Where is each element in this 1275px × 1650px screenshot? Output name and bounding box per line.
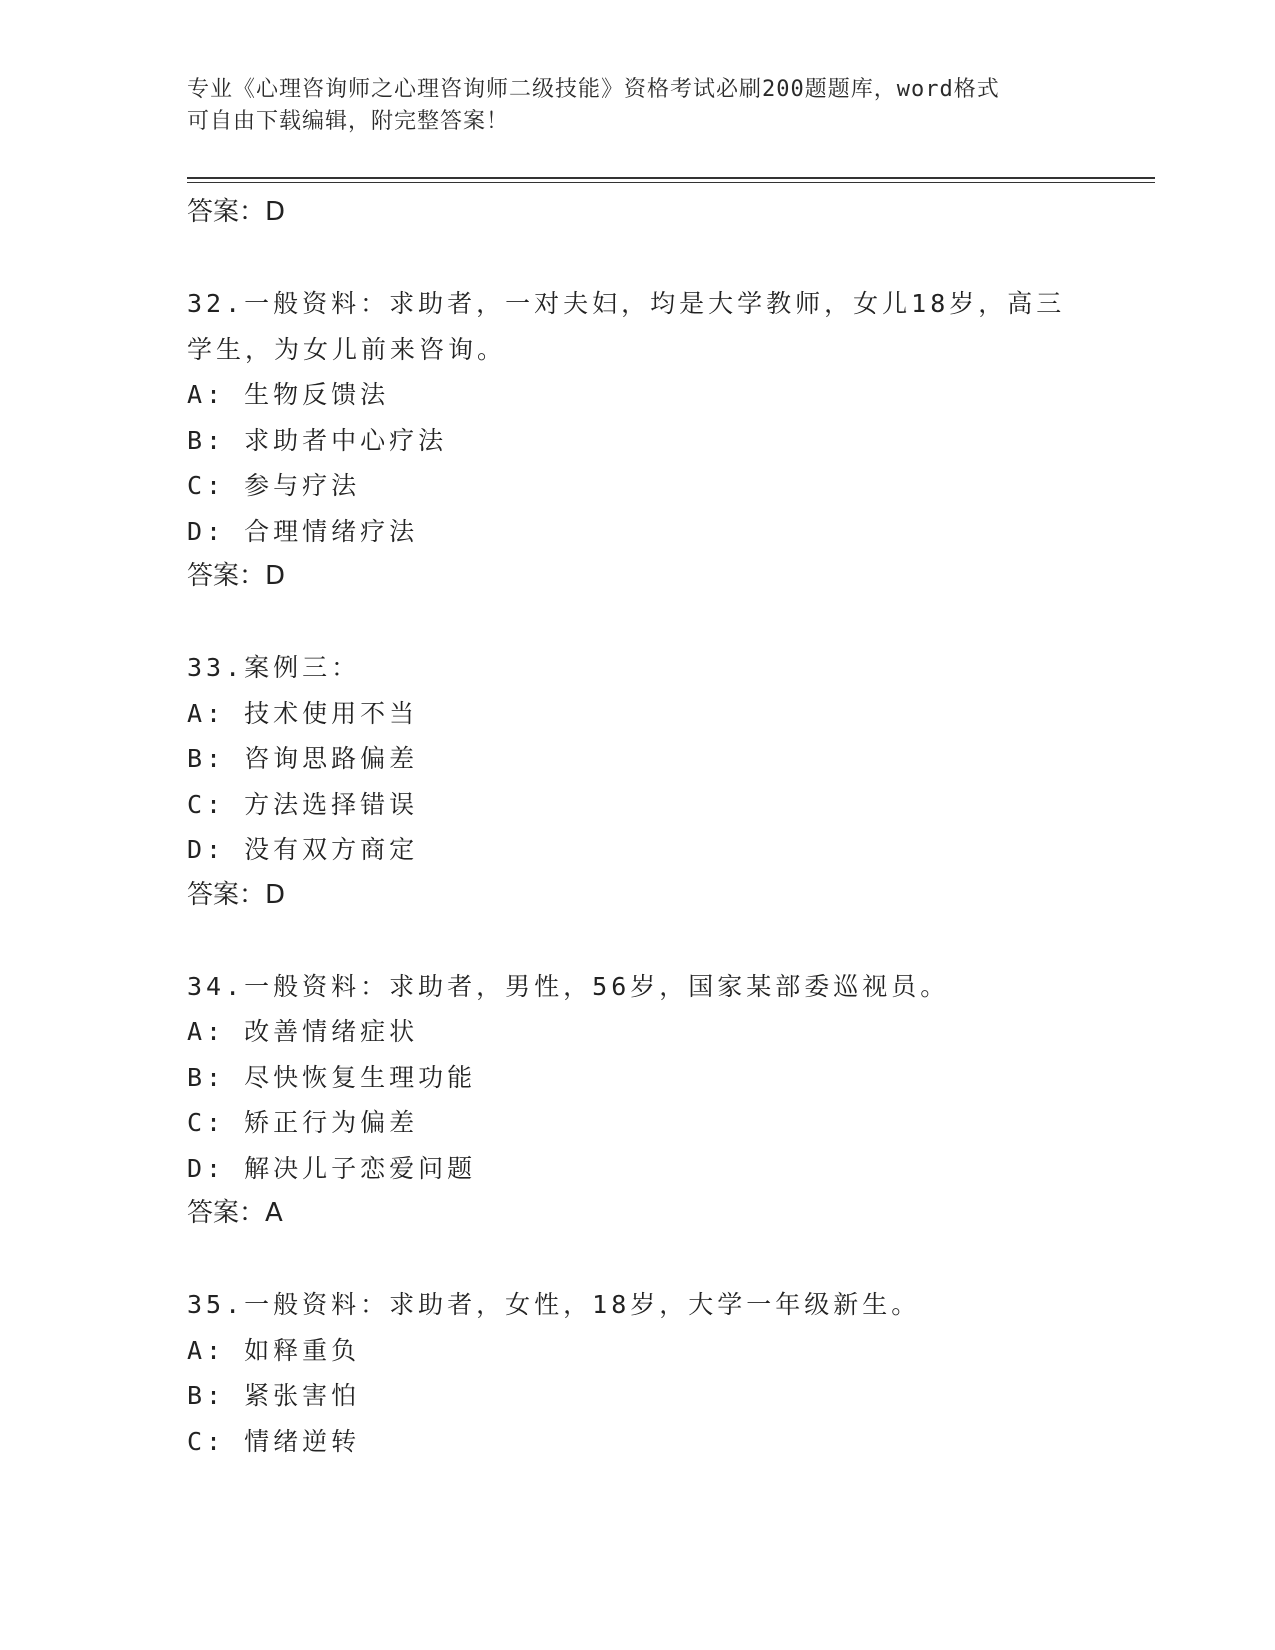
- option-c: C: 矫正行为偏差: [187, 1108, 419, 1137]
- header-divider-thin: [187, 182, 1155, 183]
- option-b: B: 求助者中心疗法: [187, 425, 448, 455]
- question-35: [187, 1282, 1067, 1464]
- header-line-2: 可自由下载编辑，附完整答案！: [187, 109, 510, 134]
- option-d: D: 解决儿子恋爱问题: [187, 1153, 477, 1183]
- option-c: C: 方法选择错误: [187, 789, 419, 819]
- spacer: [187, 1237, 1067, 1283]
- option-b: B: 尽快恢复生理功能: [187, 1062, 477, 1092]
- question-stem: 35.一般资料：求助者，女性，18岁，大学一年级新生。: [187, 1290, 921, 1319]
- option-d: D: 合理情绪疗法: [187, 516, 419, 546]
- option-a: A: 如释重负: [187, 1335, 361, 1365]
- question-stem-continued: 学生，为女儿前来咨询。: [187, 334, 507, 364]
- question-stem: 34.一般资料：求助者，男性，56岁，国家某部委巡视员。: [187, 971, 950, 1001]
- question-32: [187, 281, 1067, 600]
- document-header: [187, 74, 1067, 138]
- question-33: [187, 645, 1067, 918]
- header-line-1: 专业《心理咨询师之心理咨询师二级技能》资格考试必刷200题题库，word格式: [187, 77, 1000, 102]
- option-a: A: 改善情绪症状: [187, 1017, 419, 1046]
- question-content: [187, 190, 1067, 1464]
- option-c: C: 情绪逆转: [187, 1426, 361, 1456]
- option-b: B: 紧张害怕: [187, 1381, 361, 1410]
- spacer: [187, 236, 1067, 282]
- spacer: [187, 600, 1067, 646]
- answer: 答案：D: [187, 879, 286, 910]
- option-a: A: 生物反馈法: [187, 380, 390, 409]
- option-d: D: 没有双方商定: [187, 835, 419, 864]
- option-b: B: 咨询思路偏差: [187, 744, 419, 773]
- spacer: [187, 918, 1067, 964]
- answer: 答案：D: [187, 561, 286, 591]
- question-stem: 33.案例三：: [187, 653, 361, 682]
- option-a: A: 技术使用不当: [187, 698, 419, 728]
- header-divider-thick: [187, 177, 1155, 179]
- question-34: [187, 964, 1067, 1237]
- option-c: C: 参与疗法: [187, 471, 361, 500]
- answer: 答案：A: [187, 1198, 283, 1228]
- question-stem: 32.一般资料：求助者，一对夫妇，均是大学教师，女儿18岁，高三: [187, 289, 1066, 318]
- previous-answer: 答案：D: [187, 197, 286, 227]
